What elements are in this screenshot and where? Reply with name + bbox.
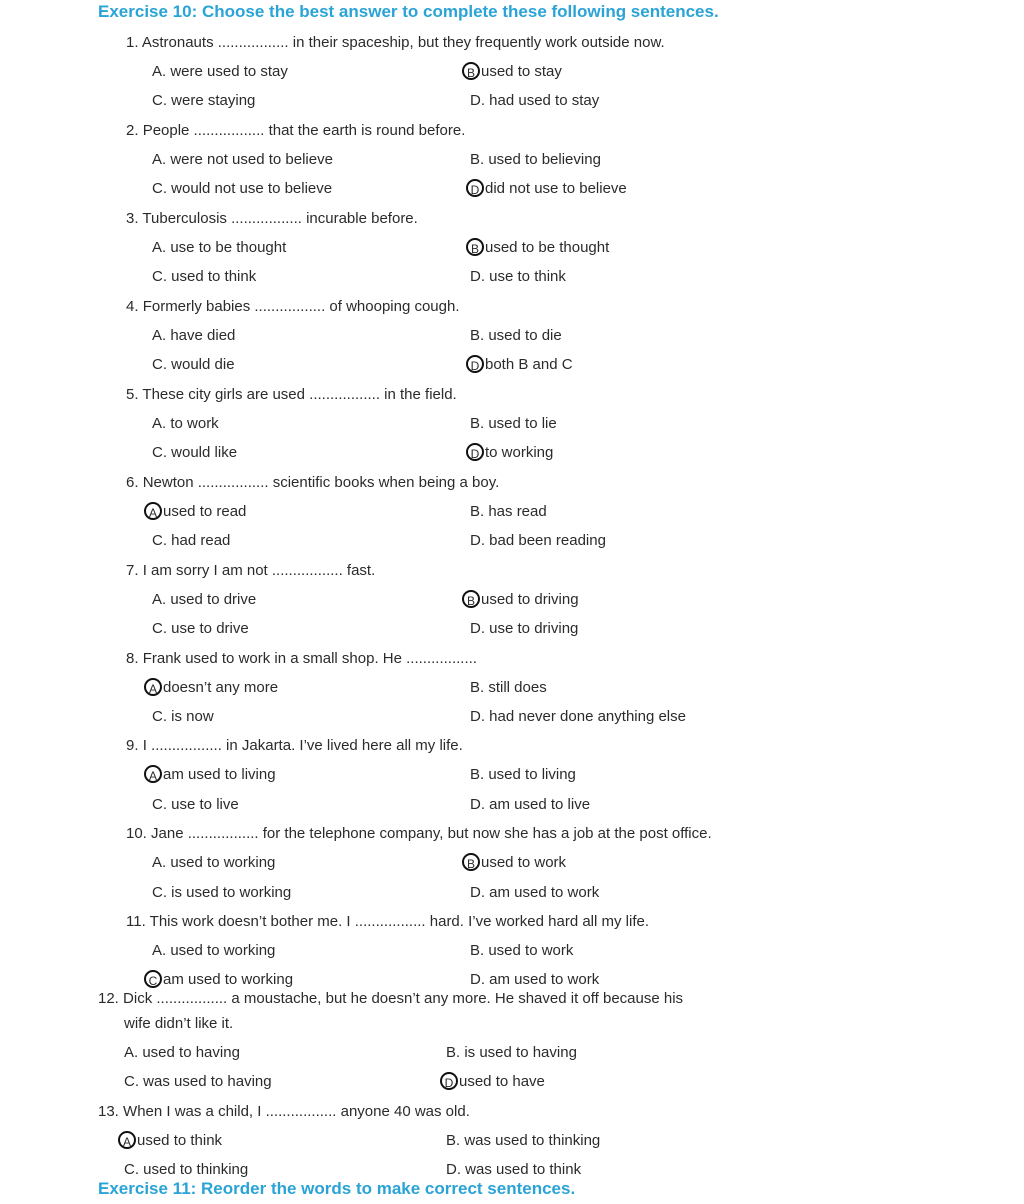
question-4: 4. Formerly babies ................. of whooping cough. xyxy=(126,298,460,315)
question-3: 3. Tuberculosis ................. incurable before. xyxy=(126,210,418,227)
q4-option-a[interactable]: A. have died xyxy=(152,327,236,344)
q3-option-c[interactable]: C. used to think xyxy=(152,268,257,285)
q10-option-c[interactable]: C. is used to working xyxy=(152,884,292,901)
question-8: 8. Frank used to work in a small shop. He ................. xyxy=(126,650,477,667)
q9-option-d[interactable]: D. am used to live xyxy=(470,796,591,813)
q7-option-c[interactable]: C. use to drive xyxy=(152,620,249,637)
question-12-continued: wife didn’t like it. xyxy=(124,1015,234,1032)
q1-option-c[interactable]: C. were staying xyxy=(152,92,256,109)
q3-option-d[interactable]: D. use to think xyxy=(470,268,566,285)
selected-answer-circle: A xyxy=(144,502,162,520)
q6-option-c[interactable]: C. had read xyxy=(152,532,231,549)
exercise-10-title: Exercise 10: Choose the best answer to complete these following sentences. xyxy=(98,2,719,21)
question-6: 6. Newton ................. scientific books when being a boy. xyxy=(126,474,500,491)
q3-option-b[interactable]: B used to be thought xyxy=(470,239,609,257)
q11-option-b[interactable]: B. used to work xyxy=(470,942,574,959)
q8-option-a[interactable]: A doesn’t any more xyxy=(148,679,278,697)
q12-option-c[interactable]: C. was used to having xyxy=(124,1073,272,1090)
q13-option-a[interactable]: A used to think xyxy=(122,1132,222,1150)
q8-option-d[interactable]: D. had never done anything else xyxy=(470,708,686,725)
q13-option-b[interactable]: B. was used to thinking xyxy=(446,1132,601,1149)
q4-option-c[interactable]: C. would die xyxy=(152,356,235,373)
q2-option-a[interactable]: A. were not used to believe xyxy=(152,151,333,168)
q1-option-b[interactable]: B used to stay xyxy=(466,63,562,81)
q3-option-a[interactable]: A. use to be thought xyxy=(152,239,287,256)
q5-option-a[interactable]: A. to work xyxy=(152,415,219,432)
selected-answer-circle: A xyxy=(144,678,162,696)
q10-option-b[interactable]: B used to work xyxy=(466,854,566,872)
q8-option-b[interactable]: B. still does xyxy=(470,679,547,696)
q6-option-a[interactable]: A used to read xyxy=(148,503,246,521)
q5-option-c[interactable]: C. would like xyxy=(152,444,238,461)
question-13: 13. When I was a child, I ................. anyone 40 was old. xyxy=(98,1103,470,1120)
q2-option-d[interactable]: D did not use to believe xyxy=(470,180,627,198)
q9-option-b[interactable]: B. used to living xyxy=(470,766,576,783)
selected-answer-circle: B xyxy=(462,62,480,80)
q12-option-d[interactable]: D used to have xyxy=(444,1073,545,1091)
q4-option-b[interactable]: B. used to die xyxy=(470,327,562,344)
q9-option-c[interactable]: C. use to live xyxy=(152,796,239,813)
q5-option-b[interactable]: B. used to lie xyxy=(470,415,557,432)
selected-answer-circle: A xyxy=(144,765,162,783)
q6-option-d[interactable]: D. bad been reading xyxy=(470,532,606,549)
question-9: 9. I ................. in Jakarta. I’ve lived here all my life. xyxy=(126,737,463,754)
selected-answer-circle: D xyxy=(466,443,484,461)
question-5: 5. These city girls are used ................. in the field. xyxy=(126,386,457,403)
q13-option-c[interactable]: C. used to thinking xyxy=(124,1161,249,1178)
selected-answer-circle: B xyxy=(462,853,480,871)
exercise-11-title: Exercise 11: Reorder the words to make correct sentences. xyxy=(98,1179,576,1198)
q5-option-d[interactable]: D to working xyxy=(470,444,553,462)
question-10: 10. Jane ................. for the telephone company, but now she has a job at the post office. xyxy=(126,825,712,842)
selected-answer-circle: B xyxy=(466,238,484,256)
q1-option-d[interactable]: D. had used to stay xyxy=(470,92,600,109)
q7-option-d[interactable]: D. use to driving xyxy=(470,620,579,637)
q10-option-d[interactable]: D. am used to work xyxy=(470,884,600,901)
question-1: 1. Astronauts ................. in their spaceship, but they frequently work outside now. xyxy=(126,34,665,51)
q4-option-d[interactable]: D both B and C xyxy=(470,356,573,374)
question-2: 2. People ................. that the earth is round before. xyxy=(126,122,466,139)
question-12: 12. Dick ................. a moustache, but he doesn’t any more. He shaved it off because his xyxy=(98,990,684,1007)
selected-answer-circle: D xyxy=(466,355,484,373)
q10-option-a[interactable]: A. used to working xyxy=(152,854,276,871)
q12-option-a[interactable]: A. used to having xyxy=(124,1044,240,1061)
q11-option-c[interactable]: C am used to working xyxy=(148,971,293,989)
q13-option-d[interactable]: D. was used to think xyxy=(446,1161,582,1178)
q7-option-b[interactable]: B used to driving xyxy=(466,591,579,609)
selected-answer-circle: C xyxy=(144,970,162,988)
selected-answer-circle: D xyxy=(466,179,484,197)
selected-answer-circle: B xyxy=(462,590,480,608)
q8-option-c[interactable]: C. is now xyxy=(152,708,214,725)
question-11: 11. This work doesn’t bother me. I ................. hard. I’ve worked hard all my life. xyxy=(126,913,650,930)
q11-option-d[interactable]: D. am used to work xyxy=(470,971,600,988)
q9-option-a[interactable]: A am used to living xyxy=(148,766,276,784)
question-7: 7. I am sorry I am not ................. fast. xyxy=(126,562,376,579)
q12-option-b[interactable]: B. is used to having xyxy=(446,1044,577,1061)
q1-option-a[interactable]: A. were used to stay xyxy=(152,63,288,80)
selected-answer-circle: A xyxy=(118,1131,136,1149)
q2-option-b[interactable]: B. used to believing xyxy=(470,151,601,168)
q7-option-a[interactable]: A. used to drive xyxy=(152,591,257,608)
q6-option-b[interactable]: B. has read xyxy=(470,503,547,520)
selected-answer-circle: D xyxy=(440,1072,458,1090)
q2-option-c[interactable]: C. would not use to believe xyxy=(152,180,333,197)
q11-option-a[interactable]: A. used to working xyxy=(152,942,276,959)
